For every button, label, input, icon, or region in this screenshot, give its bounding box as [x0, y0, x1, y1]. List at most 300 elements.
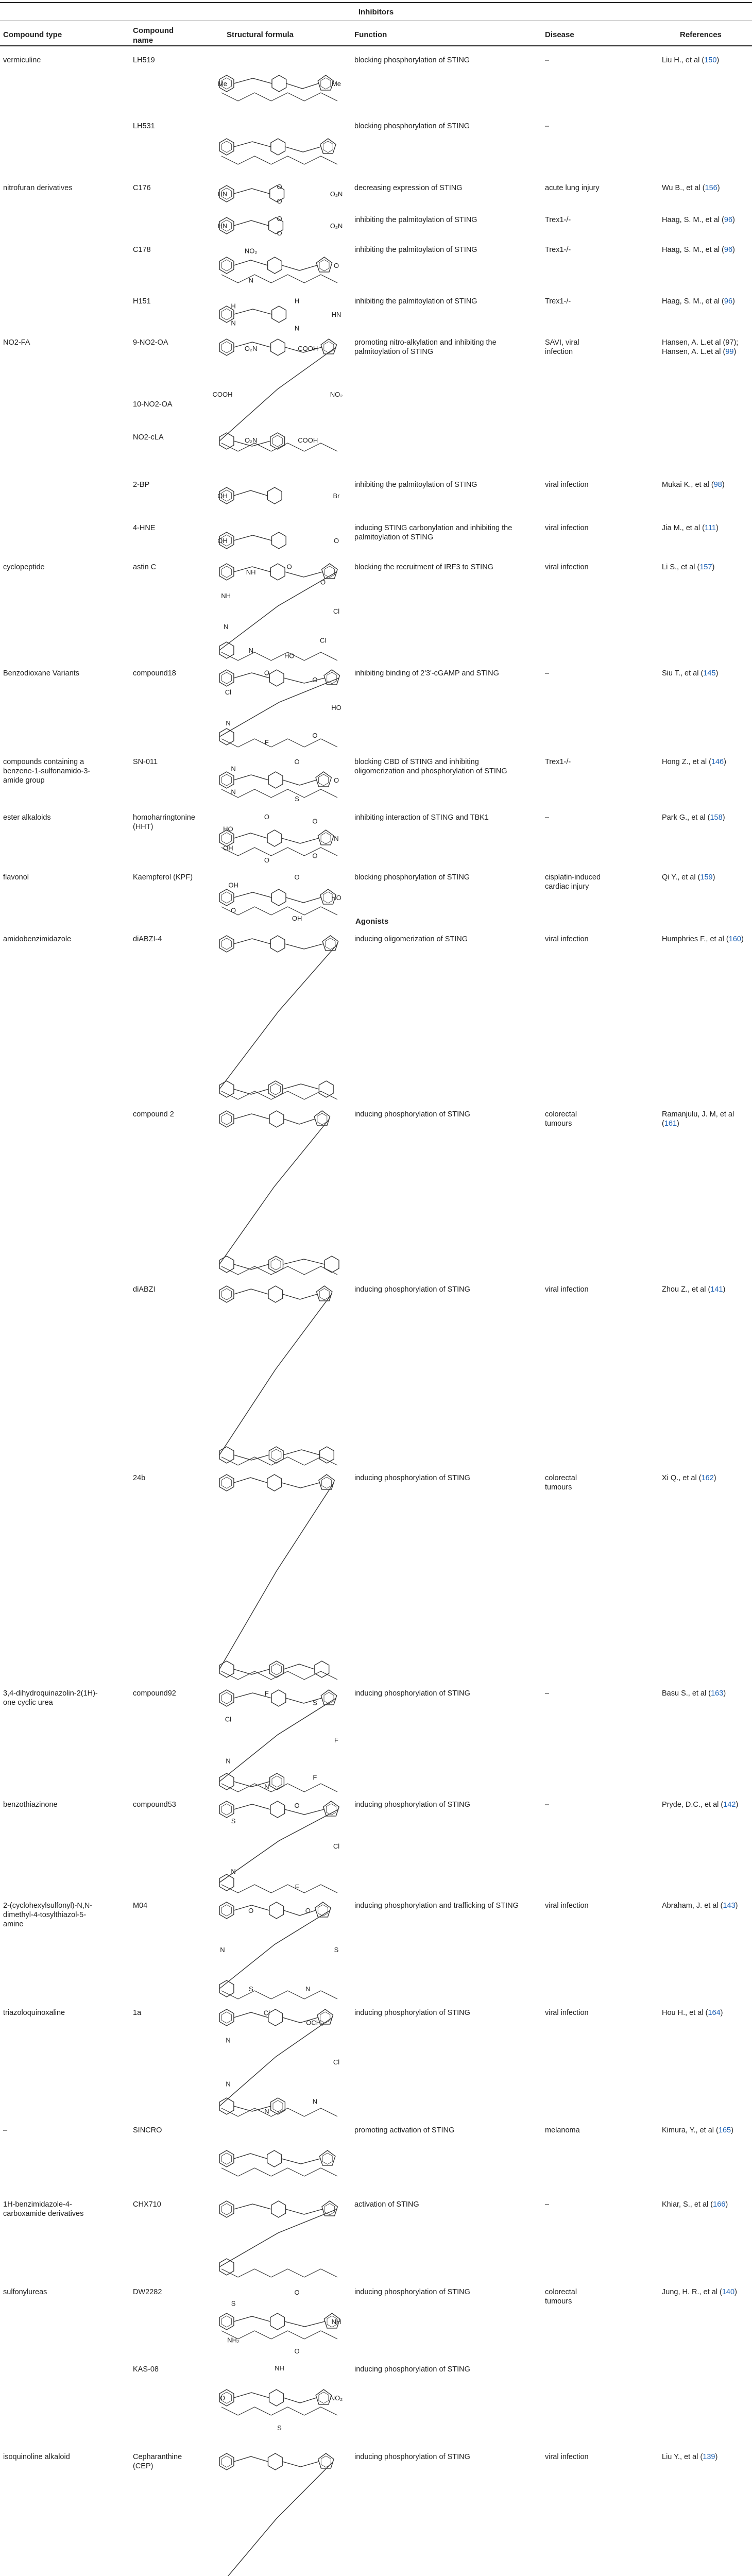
svg-text:N: N — [224, 623, 229, 631]
svg-text:N: N — [226, 719, 231, 727]
col-references: References — [680, 30, 722, 39]
reference-cell: Haag, S. M., et al (96) — [662, 216, 735, 224]
svg-text:O: O — [294, 873, 300, 882]
compound-name-cell: CHX710 — [133, 2200, 161, 2209]
reference-text: Basu S., et al — [662, 1689, 707, 1698]
reference-cell: Mukai K., et al (98) — [662, 481, 725, 489]
function-cell: inhibiting the palmitoylation of STING — [354, 481, 477, 489]
compound-type-cell: Benzodioxane Variants — [3, 669, 80, 677]
svg-text:O: O — [294, 757, 300, 766]
svg-text:O: O — [294, 2288, 300, 2296]
compound-type-cell: ester alkaloids — [3, 814, 51, 822]
reference-cell: Basu S., et al (163) — [662, 1689, 726, 1698]
compound-type-cell: NO2-FA — [3, 338, 30, 347]
reference-text: Haag, S. M., et al — [662, 216, 720, 224]
reference-cell: Humphries F., et al (160) — [662, 935, 744, 943]
svg-text:NO₂: NO₂ — [330, 391, 343, 398]
compound-name-cell: 9-NO2-OA — [133, 338, 168, 347]
svg-text:OH: OH — [228, 881, 238, 889]
svg-text:HO: HO — [223, 825, 233, 833]
compound-name-cell: C176 — [133, 184, 151, 192]
compound-type-cell: isoquinoline alkaloid — [3, 2453, 70, 2461]
reference-text: Humphries F., et al — [662, 935, 724, 943]
svg-text:Br: Br — [333, 492, 340, 500]
disease-cell: viral infection — [545, 1285, 589, 1294]
header-rule — [0, 45, 752, 46]
compound-type-cell: sulfonylureas — [3, 2288, 47, 2296]
structural-formula-drawing — [211, 754, 348, 806]
svg-text:NO₂: NO₂ — [244, 247, 258, 255]
function-cell: inducing phosphorylation of STING — [354, 1689, 470, 1698]
disease-cell: melanoma — [545, 2126, 580, 2134]
function-cell: blocking CBD of STING and inhibiting oligomerization and phosphorylation of STING — [354, 758, 507, 775]
inhibitors-title: Inhibitors — [358, 8, 394, 16]
disease-cell: viral infection — [545, 935, 589, 943]
reference-text: Khiar, S., et al — [662, 2200, 709, 2209]
disease-cell: viral infection — [545, 2009, 589, 2017]
structural-formula-drawing — [211, 666, 348, 749]
structural-formula-drawing — [211, 1470, 348, 1682]
reference-text: Liu Y., et al — [662, 2453, 698, 2461]
reference-cell: Haag, S. M., et al (96) — [662, 246, 735, 254]
reference-link[interactable]: 165 — [718, 2126, 731, 2134]
function-cell: blocking phosphorylation of STING — [354, 56, 470, 64]
structural-formula-drawing — [211, 560, 348, 663]
svg-text:Me: Me — [217, 80, 228, 88]
disease-cell: – — [545, 122, 550, 130]
compound-name-cell: 10-NO2-OA — [133, 400, 173, 409]
function-cell: inducing phosphorylation of STING — [354, 1801, 470, 1809]
compound-type-cell: vermiculine — [3, 56, 41, 64]
reference-link[interactable]: 98 — [713, 481, 722, 489]
svg-text:Cl: Cl — [225, 1715, 232, 1723]
svg-text:N: N — [294, 324, 300, 332]
function-cell: blocking phosphorylation of STING — [354, 873, 470, 882]
function-cell: inducing phosphorylation of STING — [354, 1110, 470, 1118]
function-cell: inhibiting the palmitoylation of STING — [354, 297, 477, 306]
svg-text:N: N — [248, 647, 253, 655]
function-cell: inducing phosphorylation of STING — [354, 2453, 470, 2461]
disease-cell: Trex1-/- — [545, 216, 571, 224]
disease-cell: – — [545, 1801, 550, 1809]
reference-text: Jung, H. R., et al — [662, 2288, 717, 2296]
reference-cell: Haag, S. M., et al (96) — [662, 297, 735, 306]
svg-text:S: S — [248, 1985, 253, 1993]
svg-text:N: N — [220, 1946, 225, 1954]
reference-cell: Hansen, A. L.et al (97); Hansen, A. L.et al (99) — [662, 338, 739, 356]
disease-cell: viral infection — [545, 2453, 589, 2461]
svg-text:NO₂: NO₂ — [330, 2394, 343, 2402]
structural-formula-drawing — [211, 118, 348, 175]
structural-formula-drawing — [211, 1686, 348, 1794]
function-cell: inhibiting the palmitoylation of STING — [354, 216, 477, 224]
svg-text:COOH: COOH — [298, 436, 318, 445]
structural-formula-drawing — [211, 335, 348, 453]
reference-cell: Jia M., et al (111) — [662, 524, 719, 532]
reference-link[interactable]: 141 — [710, 1285, 723, 1294]
compound-name-cell: Kaempferol (KPF) — [133, 873, 193, 882]
structural-formula-drawing — [211, 810, 348, 867]
svg-text:N: N — [231, 788, 236, 796]
compound-type-cell: triazoloquinoxaline — [3, 2009, 65, 2017]
structural-formula-drawing — [211, 2005, 348, 2119]
structural-formula-drawing — [211, 477, 348, 514]
reference-text: Park G., et al — [662, 814, 706, 822]
svg-text:N: N — [226, 1757, 231, 1765]
compound-name-cell: 1a — [133, 2009, 142, 2017]
compound-name-cell: astin C — [133, 563, 157, 571]
compound-type-cell: 1H-benzimidazole-4-carboxamide derivatives — [3, 2200, 84, 2218]
function-cell: activation of STING — [354, 2200, 419, 2209]
structural-formula-drawing — [211, 294, 348, 335]
compound-name-cell: SN-011 — [133, 758, 158, 766]
disease-cell: – — [545, 669, 550, 677]
svg-text:O₂N: O₂N — [330, 190, 343, 198]
reference-link[interactable]: 111 — [705, 524, 716, 532]
compound-name-cell: compound 2 — [133, 1110, 174, 1118]
structural-formula-drawing — [211, 1898, 348, 2001]
svg-text:O: O — [294, 2347, 300, 2355]
svg-text:HN: HN — [217, 222, 228, 230]
disease-cell: – — [545, 2200, 550, 2209]
reference-text: Haag, S. M., et al — [662, 297, 720, 306]
svg-text:O: O — [277, 229, 282, 237]
svg-text:F: F — [264, 1689, 269, 1698]
disease-cell: colorectal tumours — [545, 2288, 577, 2306]
svg-text:O: O — [264, 669, 269, 677]
reference-link[interactable]: 158 — [710, 814, 723, 822]
svg-text:O: O — [294, 1802, 300, 1810]
svg-text:F: F — [264, 738, 269, 747]
reference-cell: Abraham, J. et al (143) — [662, 1902, 738, 1910]
reference-link[interactable]: 163 — [711, 1689, 724, 1698]
col-compound-name: Compound name — [133, 26, 174, 45]
reference-link[interactable]: 96 — [724, 246, 733, 254]
structural-formula-drawing — [211, 212, 348, 239]
compound-type-cell: nitrofuran derivatives — [3, 184, 73, 192]
structural-formula-drawing — [211, 520, 348, 561]
reference-text: Mukai K., et al — [662, 481, 709, 489]
svg-text:O: O — [312, 852, 318, 860]
svg-text:OH: OH — [223, 844, 233, 852]
disease-cell: colorectal tumours — [545, 1110, 577, 1128]
reference-link[interactable]: 99 — [725, 348, 734, 356]
reference-link[interactable]: 157 — [699, 563, 712, 571]
svg-text:O: O — [231, 906, 236, 914]
compound-name-cell: 2-BP — [133, 481, 150, 489]
svg-text:Cl: Cl — [333, 1842, 340, 1850]
reference-text: Ramanjulu, J. M, et al — [662, 1110, 734, 1118]
function-cell: inhibiting interaction of STING and TBK1 — [354, 814, 489, 822]
svg-text:O: O — [333, 537, 339, 545]
reference-text: Wu B., et al — [662, 184, 700, 192]
disease-cell: colorectal tumours — [545, 1474, 577, 1492]
reference-cell: Jung, H. R., et al (140) — [662, 2288, 737, 2296]
reference-cell: Hou H., et al (164) — [662, 2009, 723, 2017]
reference-link[interactable]: 142 — [723, 1801, 736, 1809]
structural-formula-drawing — [211, 2197, 348, 2279]
reference-cell: Li S., et al (157) — [662, 563, 715, 571]
svg-text:O₂N: O₂N — [330, 222, 343, 230]
reference-link[interactable]: 143 — [723, 1902, 736, 1910]
function-cell: inducing phosphorylation and trafficking of STING — [354, 1902, 519, 1910]
svg-text:NH: NH — [221, 591, 231, 600]
svg-text:F: F — [313, 1773, 317, 1782]
svg-text:COOH: COOH — [298, 344, 318, 352]
reference-text: Liu H., et al — [662, 56, 700, 64]
compound-name-cell: compound92 — [133, 1689, 176, 1698]
compound-type-cell: amidobenzimidazole — [3, 935, 72, 943]
reference-cell: Siu T., et al (145) — [662, 669, 719, 677]
function-cell: inhibiting binding of 2'3'-cGAMP and STING — [354, 669, 499, 677]
reference-text: Hong Z., et al — [662, 758, 707, 766]
function-cell: blocking phosphorylation of STING — [354, 122, 470, 130]
disease-cell: Trex1-/- — [545, 297, 571, 306]
disease-cell: – — [545, 1689, 550, 1698]
svg-text:O: O — [264, 813, 269, 821]
disease-cell: – — [545, 814, 550, 822]
reference-cell: Liu Y., et al (139) — [662, 2453, 718, 2461]
function-cell: promoting nitro-alkylation and inhibiting the palmitoylation of STING — [354, 338, 497, 356]
structural-formula-drawing — [211, 2123, 348, 2195]
svg-text:S: S — [277, 2424, 282, 2432]
svg-text:N: N — [226, 2080, 231, 2088]
compound-name-cell: H151 — [133, 297, 151, 306]
table-header — [0, 0, 752, 52]
reference-text: Xi Q., et al — [662, 1474, 697, 1482]
disease-cell: viral infection — [545, 563, 589, 571]
reference-text: Qi Y., et al — [662, 873, 696, 882]
reference-cell: Pryde, D.C., et al (142) — [662, 1801, 739, 1809]
svg-text:Cl: Cl — [319, 636, 327, 645]
svg-text:OH: OH — [217, 492, 228, 500]
svg-text:O: O — [277, 215, 282, 223]
svg-text:N: N — [305, 1985, 311, 1993]
svg-text:O: O — [219, 2394, 226, 2402]
disease-cell: cisplatin-induced cardiac injury — [545, 873, 601, 891]
disease-cell: viral infection — [545, 481, 589, 489]
reference-link[interactable]: 96 — [724, 297, 733, 306]
reference-text: Kimura, Y., et al — [662, 2126, 714, 2134]
reference-link[interactable]: 156 — [705, 184, 717, 192]
svg-text:O: O — [312, 676, 318, 684]
function-cell: inducing STING carbonylation and inhibiting the palmitoylation of STING — [354, 524, 512, 541]
compound-name-cell: compound18 — [133, 669, 176, 677]
function-cell: inducing phosphorylation of STING — [354, 2365, 470, 2374]
svg-text:HO: HO — [331, 704, 341, 711]
disease-cell: – — [545, 56, 550, 64]
svg-text:N: N — [264, 1783, 269, 1791]
svg-text:S: S — [334, 1946, 339, 1954]
top-rule — [0, 2, 752, 3]
svg-text:O: O — [312, 817, 318, 825]
reference-text: Hansen, A. L.et al (97); Hansen, A. L.et al — [662, 338, 739, 356]
svg-text:H: H — [294, 297, 300, 305]
compound-name-cell: M04 — [133, 1902, 148, 1910]
compound-type-cell: flavonol — [3, 873, 29, 882]
svg-text:N: N — [226, 2036, 231, 2044]
reference-link[interactable]: 96 — [724, 216, 733, 224]
svg-text:Cl: Cl — [333, 2058, 340, 2066]
compound-name-cell: 4-HNE — [133, 524, 156, 532]
svg-text:OH: OH — [217, 537, 228, 545]
compound-name-cell: NO2-cLA — [133, 433, 164, 442]
svg-text:O: O — [277, 183, 282, 191]
compound-type-cell: – — [3, 2126, 8, 2134]
disease-cell: viral infection — [545, 524, 589, 532]
svg-text:HN: HN — [217, 190, 228, 198]
reference-cell: Qi Y., et al (159) — [662, 873, 715, 882]
reference-cell: Ramanjulu, J. M, et al (161) — [662, 1110, 734, 1128]
svg-text:O₂N: O₂N — [244, 344, 258, 352]
svg-text:O: O — [264, 856, 269, 864]
compound-name-cell: compound53 — [133, 1801, 176, 1809]
function-cell: inducing phosphorylation of STING — [354, 2288, 470, 2296]
reference-link[interactable]: 150 — [704, 56, 717, 64]
svg-text:H: H — [231, 302, 236, 310]
svg-text:OCH₃: OCH₃ — [306, 2019, 324, 2027]
reference-link[interactable]: 146 — [711, 758, 724, 766]
svg-text:N: N — [248, 276, 253, 284]
col-function: Function — [354, 30, 387, 39]
svg-text:Cl: Cl — [263, 2009, 270, 2017]
reference-link[interactable]: 166 — [713, 2200, 726, 2209]
function-cell: decreasing expression of STING — [354, 184, 463, 192]
reference-link[interactable]: 159 — [700, 873, 713, 882]
reference-cell: Zhou Z., et al (141) — [662, 1285, 726, 1294]
svg-text:O: O — [286, 563, 292, 571]
reference-text: Siu T., et al — [662, 669, 699, 677]
svg-text:F: F — [295, 1883, 299, 1891]
col-disease: Disease — [545, 30, 574, 39]
reference-link[interactable]: 145 — [703, 669, 716, 677]
reference-text: Pryde, D.C., et al — [662, 1801, 719, 1809]
reference-text: Li S., et al — [662, 563, 695, 571]
disease-cell: Trex1-/- — [545, 246, 571, 254]
compound-name-cell: SINCRO — [133, 2126, 162, 2134]
disease-cell: viral infection — [545, 1902, 589, 1910]
structural-formula-drawing — [211, 870, 348, 925]
disease-cell: SAVI, viral infection — [545, 338, 579, 356]
svg-text:HO: HO — [284, 652, 295, 660]
compound-name-cell: DW2282 — [133, 2288, 162, 2296]
svg-text:O: O — [305, 1906, 311, 1914]
svg-text:N: N — [264, 2107, 269, 2115]
compound-type-cell: 3,4-dihydroquinazolin-2(1H)-one cyclic urea — [3, 1689, 98, 1707]
structural-formula-drawing — [211, 1282, 348, 1467]
svg-text:Cl: Cl — [333, 607, 340, 615]
function-cell: inducing phosphorylation of STING — [354, 1474, 470, 1482]
svg-text:N: N — [231, 1867, 236, 1875]
svg-text:O: O — [333, 776, 339, 784]
reference-cell: Khiar, S., et al (166) — [662, 2200, 728, 2209]
disease-cell: acute lung injury — [545, 184, 600, 192]
reference-link[interactable]: 162 — [701, 1474, 714, 1482]
compound-name-cell: LH519 — [133, 56, 155, 64]
svg-text:NH: NH — [331, 2318, 341, 2326]
svg-text:O: O — [333, 262, 339, 269]
reference-cell: Liu H., et al (150) — [662, 56, 720, 64]
function-cell: inducing phosphorylation of STING — [354, 2009, 470, 2017]
reference-link[interactable]: 164 — [708, 2009, 721, 2017]
compound-name-cell: 24b — [133, 1474, 146, 1482]
compound-name-cell: homoharringtonine (HHT) — [133, 814, 195, 831]
svg-text:COOH: COOH — [212, 391, 233, 398]
svg-text:S: S — [231, 2299, 236, 2308]
compound-name-cell: KAS-08 — [133, 2365, 159, 2374]
reference-text: Zhou Z., et al — [662, 1285, 706, 1294]
structural-formula-drawing — [211, 180, 348, 207]
function-cell: inducing phosphorylation of STING — [354, 1285, 470, 1294]
structural-formula-drawing — [211, 1107, 348, 1277]
reference-link[interactable]: 139 — [703, 2453, 715, 2461]
reference-link[interactable]: 140 — [722, 2288, 735, 2296]
compound-type-cell: cyclopeptide — [3, 563, 45, 571]
svg-text:N: N — [312, 2097, 318, 2106]
col-structural-formula: Structural formula — [227, 30, 294, 39]
compound-name-cell: C178 — [133, 246, 151, 254]
svg-text:N: N — [231, 765, 236, 773]
svg-text:NH: NH — [275, 2364, 284, 2372]
agonists-title: Agonists — [355, 917, 389, 926]
compound-type-cell: 2-(cyclohexylsulfonyl)-N,N-dimethyl-4-tosylthiazol-5-amine — [3, 1902, 93, 1928]
structural-formula-drawing — [211, 53, 348, 114]
reference-cell: Hong Z., et al (146) — [662, 758, 726, 766]
svg-text:O₂N: O₂N — [245, 436, 258, 445]
structural-formula-drawing — [211, 931, 348, 1101]
svg-text:Cl: Cl — [225, 688, 232, 697]
reference-text: Abraham, J. et al — [662, 1902, 719, 1910]
svg-text:Me: Me — [331, 80, 341, 88]
compound-name-cell: LH531 — [133, 122, 155, 130]
reference-text: Haag, S. M., et al — [662, 246, 720, 254]
function-cell: promoting activation of STING — [354, 2126, 455, 2134]
reference-link[interactable]: 161 — [664, 1120, 677, 1128]
compound-name-cell: diABZI-4 — [133, 935, 162, 943]
reference-cell: Xi Q., et al (162) — [662, 1474, 716, 1482]
svg-text:O: O — [248, 1906, 254, 1914]
svg-text:N: N — [231, 319, 236, 327]
disease-cell: Trex1-/- — [545, 758, 571, 766]
reference-text: Jia M., et al — [662, 524, 700, 532]
svg-text:N: N — [334, 835, 339, 842]
function-cell: blocking the recruitment of IRF3 to STING — [354, 563, 493, 571]
svg-text:F: F — [334, 1736, 338, 1744]
svg-text:O: O — [277, 197, 282, 205]
svg-text:S: S — [231, 1817, 236, 1825]
reference-text: Hou H., et al — [662, 2009, 704, 2017]
structural-formula-drawing — [211, 242, 348, 289]
svg-text:NH₂: NH₂ — [227, 2336, 240, 2344]
svg-text:HO: HO — [331, 894, 341, 902]
compound-name-cell: Cepharanthine (CEP) — [133, 2453, 182, 2470]
svg-text:HN: HN — [331, 311, 341, 318]
reference-link[interactable]: 160 — [728, 935, 741, 943]
svg-text:S: S — [313, 1699, 317, 1707]
function-cell: inducing oligomerization of STING — [354, 935, 468, 943]
compound-type-cell: benzothiazinone — [3, 1801, 58, 1809]
reference-cell: Wu B., et al (156) — [662, 184, 720, 192]
svg-text:O: O — [312, 731, 318, 739]
structural-formula-drawing — [211, 2284, 348, 2359]
structural-formula-drawing — [211, 2449, 348, 2576]
col-compound-type: Compound type — [3, 30, 62, 39]
structural-formula-drawing — [211, 1797, 348, 1895]
reference-cell: Kimura, Y., et al (165) — [662, 2126, 733, 2134]
reference-cell: Park G., et al (158) — [662, 814, 725, 822]
svg-text:O: O — [320, 578, 326, 586]
svg-text:S: S — [295, 795, 299, 803]
